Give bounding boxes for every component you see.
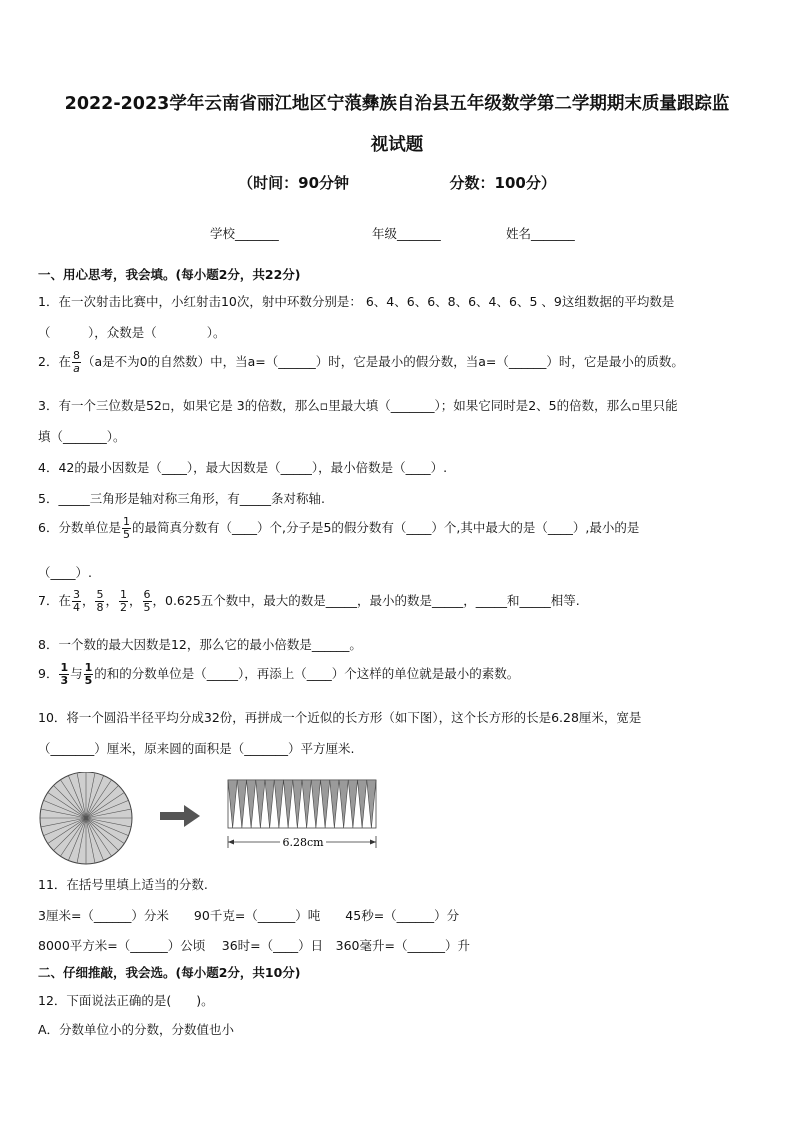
fraction-6-over-5 — [143, 589, 152, 614]
grade-field: 年级_______ — [372, 226, 441, 241]
question-3-cont: 填（_______）。 — [38, 429, 126, 444]
section-heading-2: 二、仔细推敲，我会选。(每小题2分，共10分) — [38, 965, 301, 980]
question-8: 8．一个数的最大因数是12，那么它的最小倍数是______。 — [38, 637, 362, 652]
q2-post: （a是不为0的自然数）中，当a=（______）时，它是最小的假分数，当a=（______）时，它是最小的质数。 — [81, 354, 684, 369]
exam-score: 分数：100分） — [449, 174, 556, 192]
q7-sep: ， — [81, 593, 95, 608]
q9-post: 的和的分数单位是（_____），再添上（____）个这样的单位就是最小的素数。 — [94, 666, 520, 681]
name-field: 姓名_______ — [506, 226, 575, 241]
question-10: 10．将一个圆沿半径平均分成32份，再拼成一个近似的长方形（如下图），这个长方形的长是6.28厘米，宽是 — [38, 710, 642, 725]
frac-num: 1 — [60, 661, 69, 674]
fraction-8-over-a — [72, 350, 81, 375]
question-12-option-a: A．分数单位小的分数，分数值也小 — [38, 1022, 235, 1037]
length-dimension — [228, 836, 376, 849]
question-3: 3．有一个三位数是52▫，如果它是 3的倍数，那么▫里最大填（_______）；如果它同时是2、5的倍数，那么▫里只能 — [38, 398, 678, 413]
exam-meta — [0, 172, 794, 193]
fraction-1-over-5 — [84, 662, 94, 687]
frac-num: 1 — [84, 661, 93, 674]
fraction-3-over-4 — [72, 589, 81, 614]
fraction-1-over-5 — [122, 516, 131, 541]
question-1-cont: （ ），众数是（ ）。 — [38, 325, 226, 340]
question-6 — [38, 516, 639, 541]
fraction-5-over-8 — [95, 589, 104, 614]
q7-sep: ， — [128, 593, 142, 608]
frac-den: 5 — [122, 528, 130, 541]
question-12: 12．下面说法正确的是( )。 — [38, 993, 214, 1008]
frac-den: 5 — [143, 601, 151, 614]
q2-pre: 2．在 — [38, 354, 71, 369]
q7-post: ，0.625五个数中，最大的数是_____，最小的数是_____，_____和_____相等. — [152, 593, 580, 608]
length-label: 6.28cm — [282, 836, 324, 849]
page-title-continued: 视试题 — [370, 135, 424, 155]
divided-circle — [40, 772, 132, 864]
exam-time: （时间：90分钟 — [238, 174, 350, 192]
question-9 — [38, 662, 519, 687]
school-field: 学校_______ — [210, 226, 279, 241]
question-2 — [38, 350, 684, 375]
frac-num: 3 — [72, 588, 80, 601]
approx-rectangle — [228, 780, 376, 828]
q6-pre: 6．分数单位是 — [38, 520, 121, 535]
frac-den: 5 — [84, 674, 93, 687]
circle-rearrangement-figure — [38, 772, 398, 867]
frac-den: 8 — [96, 601, 104, 614]
figure-svg — [38, 772, 398, 867]
frac-num: 8 — [72, 349, 80, 362]
frac-num: 5 — [96, 588, 104, 601]
fraction-1-over-3 — [59, 662, 69, 687]
question-10-cont: （_______）厘米，原来圆的面积是（_______）平方厘米. — [38, 741, 355, 756]
arrow-icon — [160, 805, 200, 827]
question-11-row-b: 8000平方米=（______）公顷 36时=（____）日 360毫升=（______）升 — [38, 938, 470, 953]
page-title: 2022-2023学年云南省丽江地区宁蒗彝族自治县五年级数学第二学期期末质量跟踪监 — [64, 94, 730, 114]
section-heading-1: 一、用心思考，我会填。(每小题2分，共22分) — [38, 267, 301, 282]
question-11-row-a: 3厘米=（______）分米 90千克=（______）吨 45秒=（______）分 — [38, 908, 460, 923]
question-5: 5．_____三角形是轴对称三角形，有_____条对称轴. — [38, 491, 325, 506]
question-7 — [38, 589, 580, 614]
q6-post: 的最简真分数有（____）个,分子是5的假分数有（____）个,其中最大的是（____）,最小的是 — [131, 520, 640, 535]
q7-sep: ， — [105, 593, 118, 608]
q9-pre: 9． — [38, 666, 59, 681]
question-11: 11．在括号里填上适当的分数. — [38, 877, 208, 892]
frac-num: 6 — [143, 588, 151, 601]
q9-mid: 与 — [70, 666, 83, 681]
question-1: 1．在一次射击比赛中，小红射击10次，射中环数分别是： 6、4、6、6、8、6、4、6、5 、9这组数据的平均数是 — [38, 294, 675, 309]
frac-num: 1 — [122, 515, 130, 528]
question-4: 4．42的最小因数是（____），最大因数是（_____），最小倍数是（____）. — [38, 460, 448, 475]
q7-pre: 7．在 — [38, 593, 71, 608]
frac-num: 1 — [119, 588, 127, 601]
frac-den: a — [73, 362, 80, 375]
frac-den: 2 — [119, 601, 127, 614]
frac-den: 4 — [72, 601, 80, 614]
frac-den: 3 — [60, 674, 69, 687]
question-6-cont: （____）. — [38, 565, 92, 580]
fraction-1-over-2 — [119, 589, 128, 614]
